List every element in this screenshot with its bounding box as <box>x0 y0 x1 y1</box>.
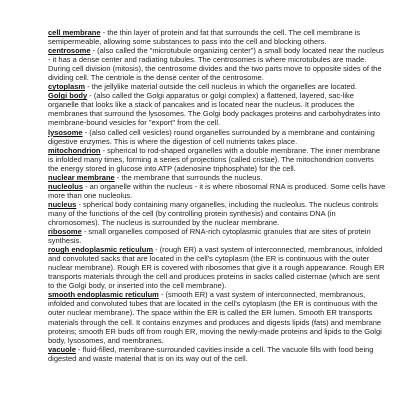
definition: - (also called the "microtubule organizing center") a small body located near the nucleus - it has a dense center and radiating tubules. The centrosomes is where microtubules are made. During cell division (mitosis), the centrosome divides and the two parts move to opposite sides of the dividing cell. The centriole is the dense center of the centrosome. <box>48 46 384 83</box>
entry-vacuole <box>48 345 386 363</box>
definition: - fluid-filled, membrane-surrounded cavities inside a cell. The vacuole fills with food being digested and waste material that is on its way out of the cell. <box>48 344 374 363</box>
term: nucleus <box>48 199 77 209</box>
entry-cytoplasm <box>48 82 386 91</box>
term: lysosome <box>48 127 83 137</box>
term: cytoplasm <box>48 82 86 92</box>
entry-centrosome <box>48 46 386 82</box>
definition: - (rough ER) a vast system of interconnected, membranous, infolded and convoluted sacks that are located in the cell's cytoplasm (the ER is continuous with the outer nuclear membrane). Rough ER is covered with ribosomes that give it a rough appearance. Rough ER transports materials through the cell and produces proteins in sacks called cisternae (which are sent to the Golgi body, or inserted into the cell membrane). <box>48 245 385 291</box>
term: nucleolus <box>48 181 84 191</box>
entry-mitochondrion <box>48 146 386 173</box>
entry-golgi-body <box>48 91 386 127</box>
entry-ribosome <box>48 227 386 245</box>
definition: - the thin layer of protein and fat that surrounds the cell. The cell membrane is semipermeable, allowing some substances to pass into the cell and blocking others. <box>48 28 361 47</box>
definition: - (also called cell vesicles) round organelles surrounded by a membrane and containing digestive enzymes. This is where the digestion of cell nutrients takes place. <box>48 127 375 146</box>
entry-rough-er <box>48 245 386 290</box>
term: cell membrane <box>48 28 101 37</box>
definition: - small organelles composed of RNA-rich cytoplasmic granules that are sites of protein synthesis. <box>48 227 371 246</box>
term: vacuole <box>48 344 76 354</box>
term: Golgi body <box>48 91 88 101</box>
entry-lysosome <box>48 128 386 146</box>
definition: - (smooth ER) a vast system of interconnected, membranous, infolded and convoluted tubes that are located in the cell's cytoplasm (the ER is continuous with the outer nuclear membrane). The space within the ER is called the ER lumen. Smooth ER transports materials through the cell. It contains enzymes and produces and digests lipids (fats) and membrane proteins; smooth ER buds off from rough ER, moving the newly-made proteins and lipids to the Golgi body, lysosomes, and membranes. <box>48 290 382 345</box>
term: smooth endoplasmic reticulum <box>48 290 159 300</box>
term: nuclear membrane <box>48 172 115 182</box>
definition: - an organelle within the nucleus - it is where ribosomal RNA is produced. Some cells have more than one nucleolus. <box>48 181 386 200</box>
term: ribosome <box>48 227 82 237</box>
definition: - (also called the Golgi apparatus or golgi complex) a flattened, layered, sac-like organelle that looks like a stack of pancakes and is located near the nucleus. It produces the membranes that surround the lysosomes. The Golgi body packages proteins and carbohydrates into membrane-bound vesicles for "export" from the cell. <box>48 91 381 128</box>
entry-nuclear-membrane <box>48 173 386 182</box>
entry-smooth-er <box>48 290 386 344</box>
entry-cell-membrane <box>48 28 386 46</box>
glossary-text <box>48 28 386 363</box>
term: centrosome <box>48 46 91 56</box>
definition: - spherical body containing many organelles, including the nucleolus. The nucleus controls many of the functions of the cell (by controlling protein synthesis) and contains DNA (in chromosomes). The nucleus is surrounded by the nuclear membrane. <box>48 199 379 227</box>
definition: - the membrane that surrounds the nucleus. <box>114 172 263 182</box>
definition: - spherical to rod-shaped organelles with a double membrane. The inner membrane is infolded many times, forming a series of projections (called cristae). The mitochondrion converts the energy stored in glucose into ATP (adenosine triphosphate) for the cell. <box>48 145 381 173</box>
entry-nucleolus <box>48 182 386 200</box>
entry-nucleus <box>48 200 386 227</box>
definition: - the jellylike material outside the cell nucleus in which the organelles are located. <box>85 82 357 92</box>
term: mitochondrion <box>48 145 101 155</box>
term: rough endoplasmic reticulum <box>48 245 154 255</box>
